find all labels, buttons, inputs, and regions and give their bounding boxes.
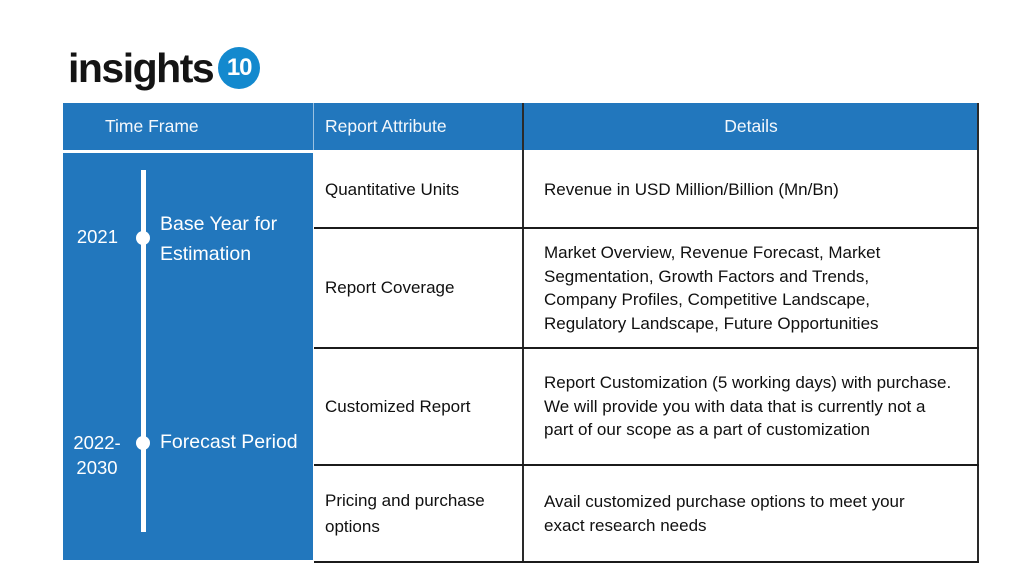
attribute-text: Report Coverage [325,278,455,297]
table-border-row2 [314,347,979,349]
header-separator [313,103,314,150]
timeline-dot-base-year [136,231,150,245]
logo-wordmark: insights [68,45,214,91]
logo-badge-number: 10 [226,54,252,81]
details-text: Revenue in USD Million/Billion (Mn/Bn) [544,180,839,200]
details-cell-customized-report [523,349,979,464]
details-cell-report-coverage [523,229,979,347]
timeline-label-base-year: Base Year for Estimation [160,213,278,265]
details-cell-quantitative-units [523,153,979,227]
details-text: Report Customization (5 working days) with purchase. We will provide you with data that is currently not a part of our scope as a part of customization [544,373,952,440]
table-header-row [63,103,979,150]
table-border-bottom [314,561,979,563]
attribute-cell-report-coverage [315,229,523,347]
attribute-text: Pricing and purchase options [325,490,485,536]
details-text: Market Overview, Revenue Forecast, Market Segmentation, Growth Factors and Trends, Company Profiles, Competitive Landscape, Regulatory Landscape, Future Opportunities [544,243,881,333]
header-cell-report-attribute: Report Attribute [325,116,447,136]
header-cell-time-frame: Time Frame [105,116,199,136]
timeline-label-forecast: Forecast Period [160,431,298,453]
attribute-cell-customized-report [315,349,523,464]
insights10-logo [68,46,260,90]
time-frame-panel [63,153,313,560]
timeline-period-forecast: 2022-2030 [73,432,121,478]
attribute-text: Quantitative Units [325,180,460,199]
timeline-line [141,170,146,532]
header-cell-details: Details [724,116,778,136]
logo-badge-circle [218,47,260,89]
timeline-period-base-year: 2021 [76,226,118,247]
table-border-vertical-middle [522,103,524,563]
table-border-row1 [314,227,979,229]
table-border-row3 [314,464,979,466]
attribute-cell-quantitative-units [315,153,523,227]
timeline-dot-forecast [136,436,150,450]
attribute-cell-pricing-options [315,466,523,561]
details-text: Avail customized purchase options to meet your exact research needs [544,492,905,535]
attribute-text: Customized Report [325,396,471,416]
table-border-vertical-right [977,103,979,563]
details-cell-pricing-options [523,466,979,561]
